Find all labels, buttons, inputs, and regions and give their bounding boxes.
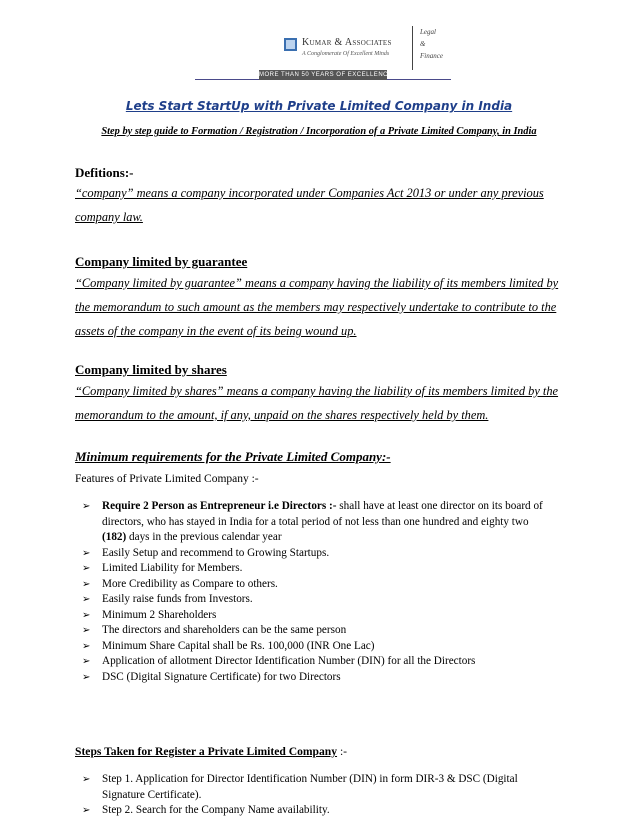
features-list <box>82 499 572 685</box>
logo-square-icon <box>284 38 297 51</box>
list-item: ➢ Limited Liability for Members. <box>82 561 572 577</box>
list-item: ➢ The directors and shareholders can be the same person <box>82 623 572 639</box>
item-text: directors, who has stayed in India for a total period of not less than one hundred and eighty two <box>102 515 529 528</box>
arrow-bullet-icon: ➢ <box>82 563 91 574</box>
logo-side-text <box>420 26 443 62</box>
excellence-banner: MORE THAN 50 YEARS OF EXCELLENCE <box>259 72 393 78</box>
firm-name: Kumar & Associates <box>302 37 392 48</box>
item-bold-text: Require 2 Person as Entrepreneur i.e Directors :- <box>102 500 337 512</box>
side-line-1: Legal <box>420 28 436 36</box>
step-text: Signature Certificate). <box>102 788 202 801</box>
document-subtitle: Step by step guide to Formation / Registration / Incorporation of a Private Limited Company, in India <box>101 126 537 137</box>
arrow-bullet-icon: ➢ <box>82 805 91 816</box>
arrow-bullet-icon: ➢ <box>82 640 91 652</box>
list-item: ➢ DSC (Digital Signature Certificate) for two Directors <box>82 670 572 686</box>
list-item: ➢ Easily Setup and recommend to Growing Startups. <box>82 546 572 562</box>
arrow-bullet-icon: ➢ <box>82 547 91 559</box>
definitions-heading: Defitions:- <box>75 165 134 180</box>
arrow-bullet-icon: ➢ <box>82 609 91 621</box>
arrow-bullet-icon: ➢ <box>82 671 91 683</box>
step-text: Step 2. Search for the Company Name availability. <box>102 804 330 816</box>
item-text: shall have at least one director on its board of <box>336 500 543 512</box>
guarantee-heading: Company limited by guarantee <box>75 254 248 269</box>
list-item: ➢ Easily raise funds from Investors. <box>82 592 572 608</box>
list-item: ➢ Minimum 2 Shareholders <box>82 608 572 624</box>
list-item <box>82 499 572 546</box>
list-item: ➢ Application of allotment Director Identification Number (DIN) for all the Directors <box>82 654 572 670</box>
features-label: Features of Private Limited Company :- <box>75 473 259 485</box>
shares-line: “Company limited by shares” means a company having the liability of its members limited by the <box>75 384 559 398</box>
arrow-bullet-icon: ➢ <box>82 774 91 785</box>
guarantee-line: the memorandum to such amount as the members may respectively undertake to contribute to the <box>75 300 557 314</box>
steps-heading-text: Steps Taken for Register a Private Limited Company <box>75 745 338 758</box>
arrow-bullet-icon: ➢ <box>82 501 91 512</box>
minimum-requirements-heading: Minimum requirements for the Private Limited Company:- <box>75 449 391 464</box>
steps-heading-suffix: :- <box>337 745 348 758</box>
firm-logo <box>284 26 464 68</box>
shares-line: memorandum to the amount, if any, unpaid on the shares respectively held by them. <box>75 408 489 422</box>
document-title: Lets Start StartUp with Private Limited Company in India <box>125 99 513 113</box>
firm-tagline: A Conglomerate Of Excellent Minds <box>302 51 390 57</box>
definition-line: “company” means a company incorporated under Companies Act 2013 or under any previous <box>75 186 544 200</box>
logo-divider <box>412 26 413 70</box>
arrow-bullet-icon: ➢ <box>82 578 91 590</box>
item-text: days in the previous calendar year <box>126 531 282 543</box>
step-text: Step 1. Application for Director Identification Number (DIN) in form DIR-3 & DSC (Digital <box>102 773 518 785</box>
list-item: ➢ Minimum Share Capital shall be Rs. 100,000 (INR One Lac) <box>82 639 572 655</box>
definition-line: company law. <box>75 210 143 224</box>
item-bold-text: (182) <box>102 531 127 543</box>
steps-list <box>82 772 572 819</box>
side-line-3: Finance <box>420 52 443 60</box>
guarantee-line: “Company limited by guarantee” means a company having the liability of its members limited by <box>75 276 559 290</box>
arrow-bullet-icon: ➢ <box>82 656 91 667</box>
shares-heading: Company limited by shares <box>75 362 227 377</box>
arrow-bullet-icon: ➢ <box>82 594 91 605</box>
guarantee-line: assets of the company in the event of its being wound up. <box>75 324 357 338</box>
list-item: ➢ More Credibility as Compare to others. <box>82 577 572 593</box>
list-item <box>82 803 572 819</box>
side-line-2: & <box>420 40 426 48</box>
arrow-bullet-icon: ➢ <box>82 625 91 636</box>
steps-heading <box>75 745 347 758</box>
list-item <box>82 772 572 803</box>
